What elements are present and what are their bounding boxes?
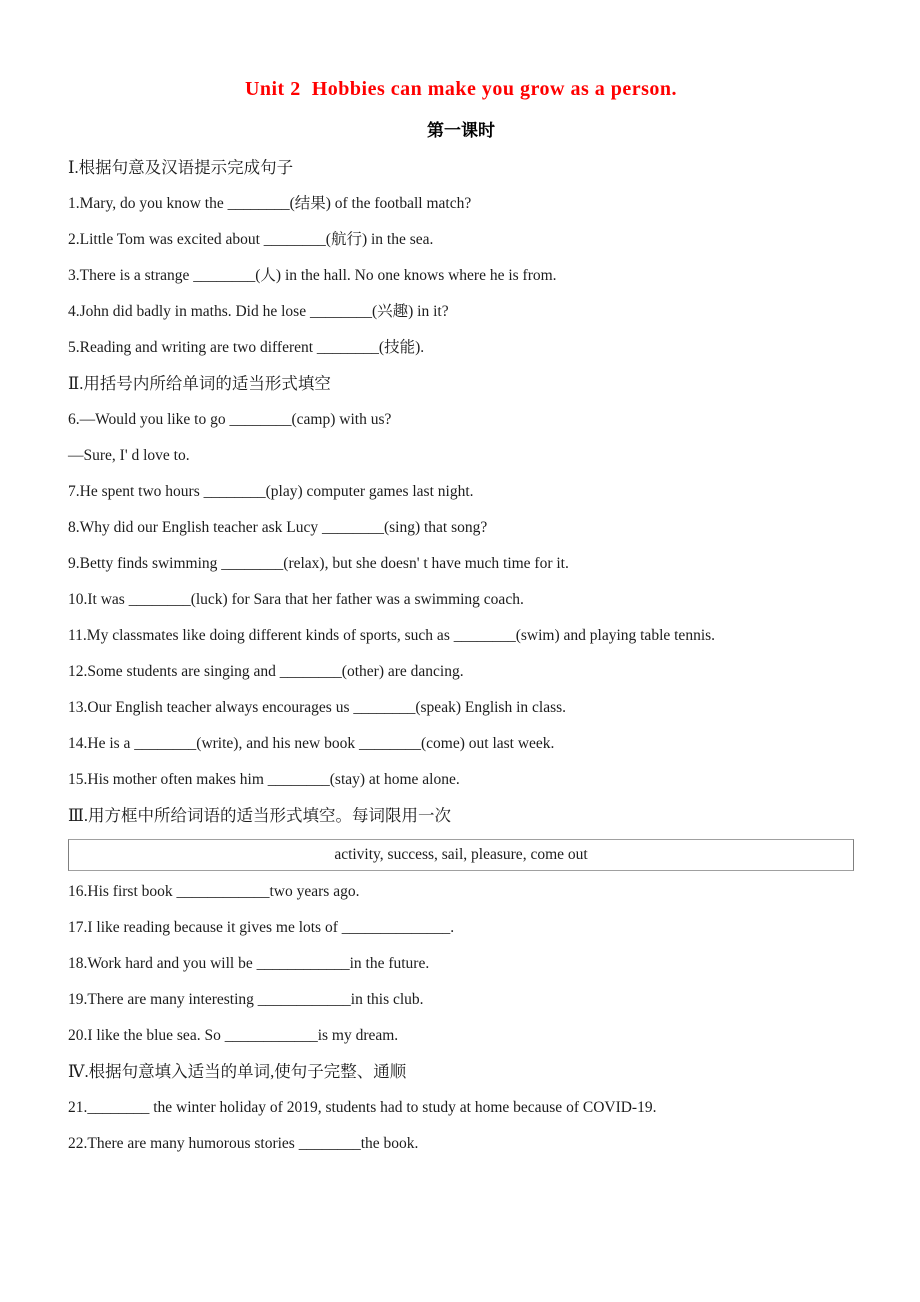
section-1 [68, 150, 854, 366]
section-4 [68, 1054, 854, 1162]
question-line-19: 19.There are many interesting ____________in this club. [68, 991, 424, 1008]
question-line-17: 17.I like reading because it gives me lots of ______________. [68, 919, 455, 936]
question-line-16: 16.His first book ____________two years ago. [68, 883, 360, 900]
question-line-11: 11.My classmates like doing different kinds of sports, such as ________(swim) and playing table tennis. [68, 627, 716, 644]
word-bank-box [68, 839, 854, 871]
section-3-heading: Ⅲ.用方框中所给词语的适当形式填空。每词限用一次 [68, 806, 452, 825]
question-line-22: 22.There are many humorous stories ________the book. [68, 1135, 419, 1152]
question-line-8: 8.Why did our English teacher ask Lucy ________(sing) that song? [68, 519, 488, 536]
lesson-subtitle: 第一课时 [427, 121, 495, 140]
question-line-1: 1.Mary, do you know the ________(结果) of the football match? [68, 195, 472, 212]
question-line-13: 13.Our English teacher always encourages us ________(speak) English in class. [68, 699, 567, 716]
question-line-18: 18.Work hard and you will be ____________in the future. [68, 955, 430, 972]
question-line-5: 5.Reading and writing are two different ________(技能). [68, 339, 425, 356]
section-4-heading: Ⅳ.根据句意填入适当的单词,使句子完整、通顺 [68, 1062, 407, 1081]
question-line-15: 15.His mother often makes him ________(stay) at home alone. [68, 771, 460, 788]
question-line-6: 6.—Would you like to go ________(camp) with us? [68, 411, 392, 428]
page-title: Unit 2 Hobbies can make you grow as a person. [244, 78, 678, 100]
question-line-12: 12.Some students are singing and ________(other) are dancing. [68, 663, 464, 680]
section-2 [68, 366, 854, 798]
question-line-7: 7.He spent two hours ________(play) computer games last night. [68, 483, 474, 500]
question-line-10: 10.It was ________(luck) for Sara that her father was a swimming coach. [68, 591, 524, 608]
question-line-6-reply: —Sure, I' d love to. [68, 447, 190, 464]
word-bank-words: activity, success, sail, pleasure, come out [334, 846, 588, 863]
question-line-20: 20.I like the blue sea. So ____________is my dream. [68, 1027, 399, 1044]
section-2-heading: Ⅱ.用括号内所给单词的适当形式填空 [68, 374, 331, 393]
section-3 [68, 798, 854, 1054]
question-line-3: 3.There is a strange ________(人) in the hall. No one knows where he is from. [68, 267, 557, 284]
question-line-4: 4.John did badly in maths. Did he lose ________(兴趣) in it? [68, 303, 449, 320]
question-line-21: 21.________ the winter holiday of 2019, students had to study at home because of COVID-19. [68, 1099, 657, 1116]
question-line-9: 9.Betty finds swimming ________(relax), but she doesn' t have much time for it. [68, 555, 569, 572]
question-line-2: 2.Little Tom was excited about ________(航行) in the sea. [68, 231, 434, 248]
section-1-heading: Ⅰ.根据句意及汉语提示完成句子 [68, 158, 294, 177]
question-line-14: 14.He is a ________(write), and his new book ________(come) out last week. [68, 735, 555, 752]
